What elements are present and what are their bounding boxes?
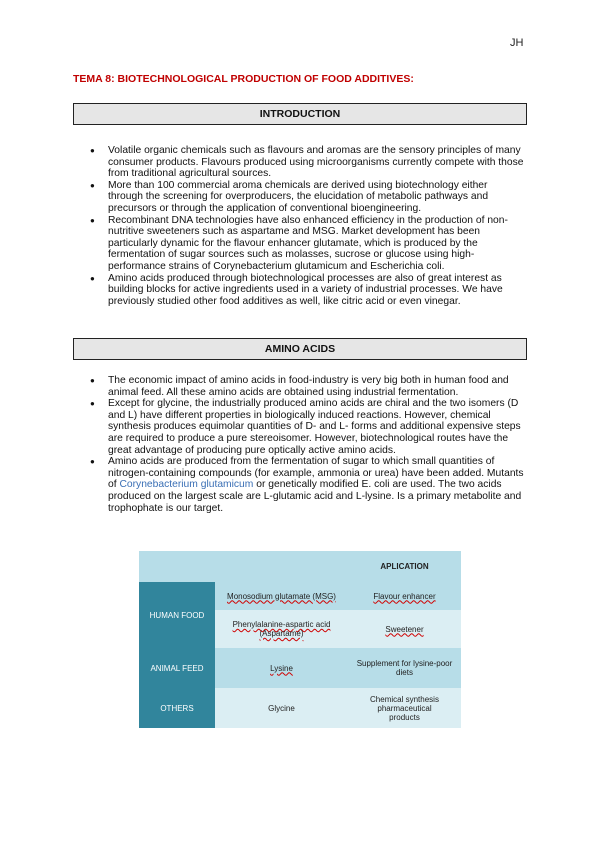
amino-acids-bullet-list (90, 375, 524, 514)
table-header-blank (139, 551, 348, 582)
compound-glycine: Glycine (215, 688, 348, 728)
bullet-item: ● More than 100 commercial aroma chemicals are derived using biotechnology either through the screening for overproducers, the elucidation of metabolic pathways and precursors or through the application of conventional bioengineering. (90, 180, 524, 215)
group-others: OTHERS (139, 688, 215, 728)
application-glycine-text: Chemical synthesis pharmaceutical products (370, 694, 439, 722)
table-header-application: APLICATION (348, 551, 461, 582)
bullet-item: ● Amino acids produced through biotechnological processes are also of great interest as building blocks for active ingredients used in a variety of industrial processes. We have previously studied other food additives as well, like citric acid or even vinegar. (90, 273, 524, 308)
introduction-bullet-list (90, 145, 524, 307)
bullet-text: Amino acids are produced from the fermentation of sugar to which small quantities of nitrogen-containing compounds (for example, ammonia or urea) have been added. Mutants of (108, 456, 524, 491)
author-initials: JH (510, 37, 524, 49)
group-human-food: HUMAN FOOD (139, 582, 215, 648)
compound-msg-text: Monosodium glutamate (MSG) (227, 591, 336, 601)
compound-aspartame (215, 610, 348, 648)
bullet-item (90, 456, 524, 514)
compound-aspartame-text: Phenylalanine-aspartic acid (Aspartame) (232, 620, 331, 638)
bullet-item: ● Volatile organic chemicals such as flavours and aromas are the sensory principles of many consumer products. Flavours produced using microorganisms currently compete with those from traditional agricultural sources. (90, 145, 524, 180)
organism-name: Corynebacterium glutamicum (119, 479, 254, 491)
group-animal-feed: ANIMAL FEED (139, 648, 215, 688)
compound-lysine (215, 648, 348, 688)
application-aspartame-text: Sweetener (385, 624, 424, 634)
bullet-item: ● Recombinant DNA technologies have also enhanced efficiency in the production of non- nutritive sweeteners such as aspartame and MSG. Market development has been particularly dynamic for the flavour enhancer glutamate, which is produced by the fermentation of sugar sources such as molasses, sucrose or glucose using high-performance strains of Corynebacterium glutamicum and Escherichia coli. (90, 215, 524, 273)
compound-lysine-text: Lysine (270, 663, 293, 673)
application-msg-text: Flavour enhancer (373, 591, 436, 601)
application-glycine (348, 688, 461, 728)
section-heading-amino-acids: AMINO ACIDS (73, 338, 527, 360)
bullet-item: ● The economic impact of amino acids in food-industry is very big both in human food and animal feed. All these amino acids are obtained using industrial fermentation. (90, 375, 524, 398)
section-heading-introduction: INTRODUCTION (73, 103, 527, 125)
bullet-text: or genetically modified E. coli are used. The two acids produced on the largest scale are L-glutamic acid and L-lysine. Is a primary metabolite and trophophate is our target. (108, 479, 522, 514)
document-title: TEMA 8: BIOTECHNOLOGICAL PRODUCTION OF FOOD ADDITIVES: (73, 73, 414, 85)
application-lysine: Supplement for lysine-poor diets (348, 648, 461, 688)
application-msg (348, 582, 461, 610)
application-aspartame (348, 610, 461, 648)
compound-msg (215, 582, 348, 610)
bullet-item: ● Except for glycine, the industrially produced amino acids are chiral and the two isomers (D and L) have different properties in biologically induced reactions. However, chemical synthesis produces equimolar quantities of D- and L- forms and additional expensive steps are required to produce a pure stereoisomer. However, biotechnological routes have the great advantage of producing pure optically active amino acids. (90, 398, 524, 456)
amino-acid-application-table (139, 551, 461, 728)
